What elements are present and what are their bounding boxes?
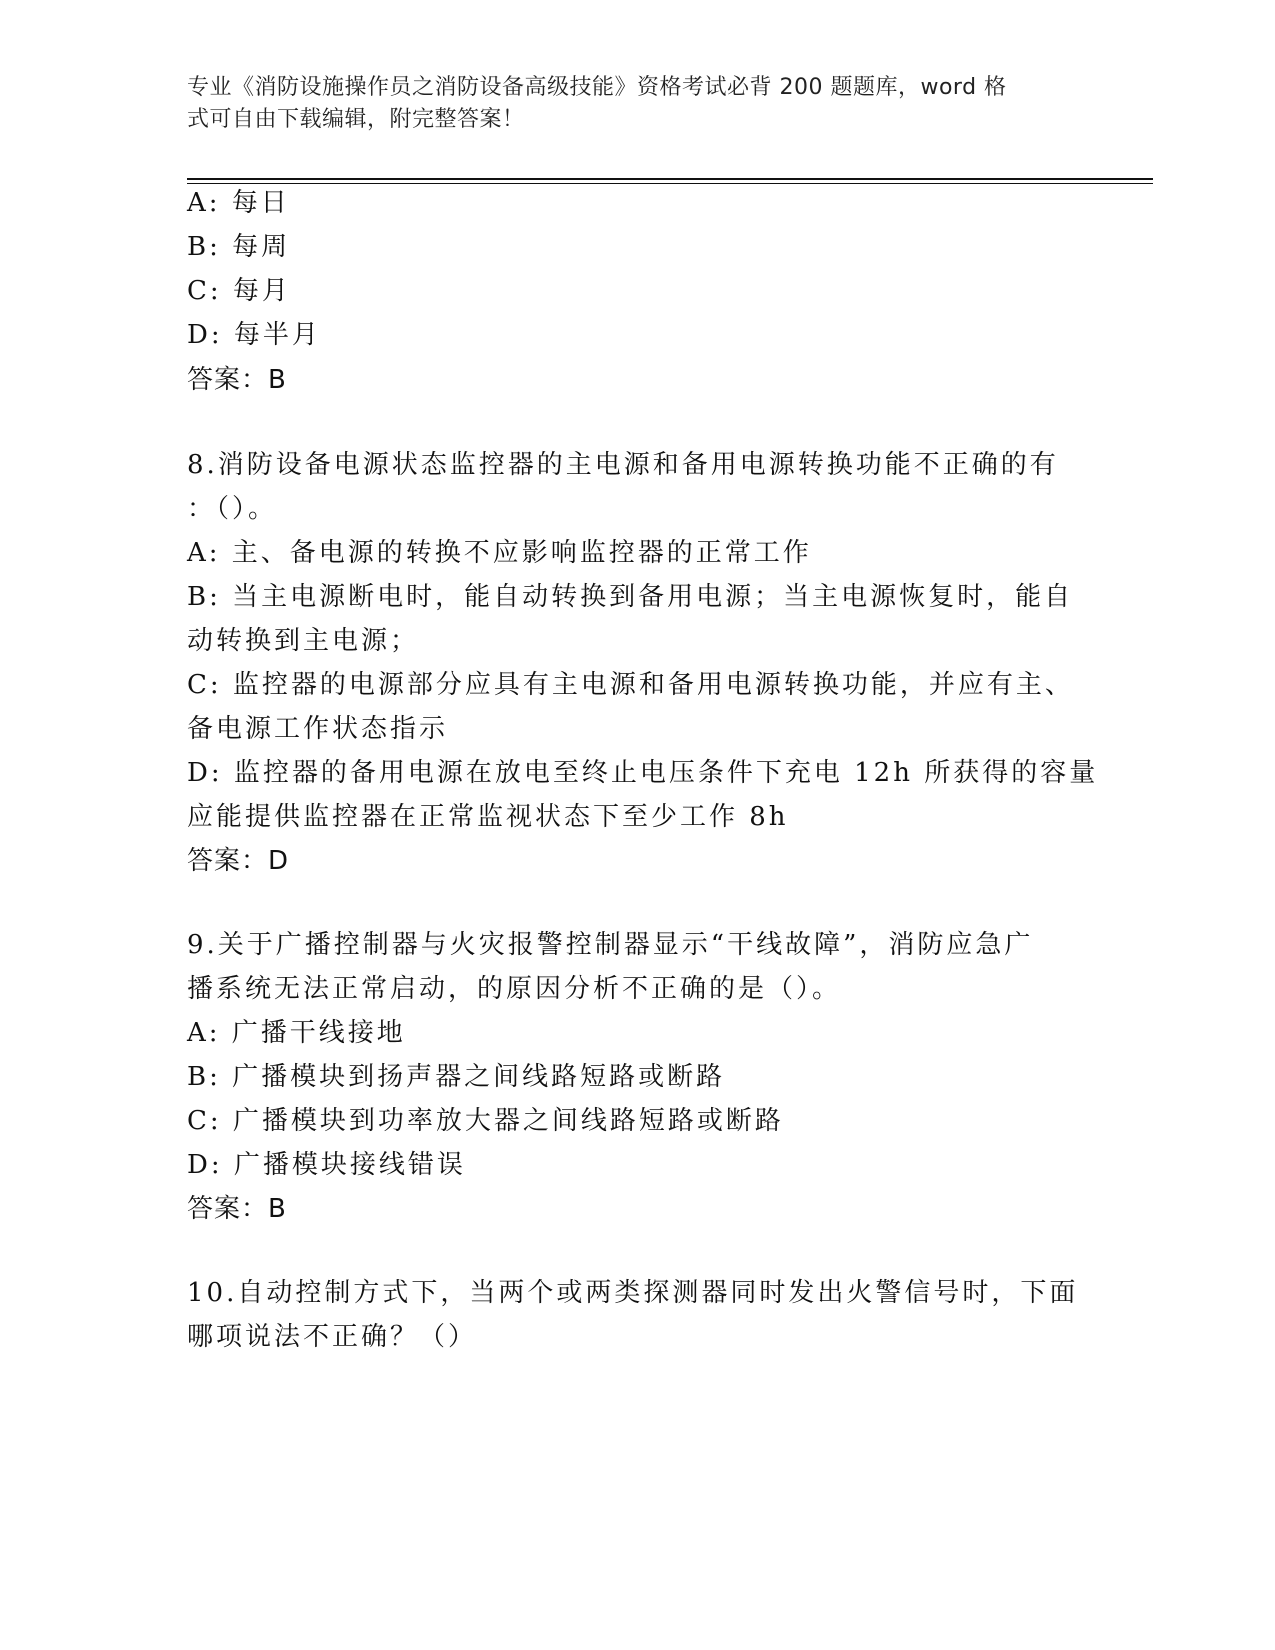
header-line-1: 专业《消防设施操作员之消防设备高级技能》资格考试必背 200 题题库，word 格 (187, 75, 1007, 100)
q9-stem-line-1: 9.关于广播控制器与火灾报警控制器显示“干线故障”，消防应急广 (187, 930, 1034, 960)
q8-option-d-cont: 应能提供监控器在正常监视状态下至少工作 8h (187, 802, 789, 832)
q10-stem-line-2: 哪项说法不正确？（） (187, 1322, 478, 1352)
q8-option-d: D: 监控器的备用电源在放电至终止电压条件下充电 12h 所获得的容量 (187, 758, 1099, 788)
header-rule (187, 178, 1153, 180)
q8-answer: 答案：D (187, 846, 290, 876)
q7-option-c: C: 每月 (187, 276, 291, 306)
document-header (187, 72, 1067, 136)
q10-stem-line-1: 10.自动控制方式下，当两个或两类探测器同时发出火警信号时，下面 (187, 1278, 1079, 1308)
q9-option-b: B: 广播模块到扬声器之间线路短路或断路 (187, 1062, 726, 1092)
q8-stem-line-1: 8.消防设备电源状态监控器的主电源和备用电源转换功能不正确的有 (187, 450, 1059, 480)
q7-option-d: D: 每半月 (187, 320, 321, 350)
header-rule-thin (187, 183, 1153, 184)
q8-option-b: B: 当主电源断电时，能自动转换到备用电源；当主电源恢复时，能自 (187, 582, 1074, 612)
q9-option-d: D: 广播模块接线错误 (187, 1150, 466, 1180)
q9-answer: 答案：B (187, 1194, 287, 1224)
q7-option-b: B: 每周 (187, 232, 291, 262)
q9-option-c: C: 广播模块到功率放大器之间线路短路或断路 (187, 1106, 784, 1136)
q9-stem-line-2: 播系统无法正常启动，的原因分析不正确的是（）。 (187, 974, 842, 1004)
q8-option-c: C: 监控器的电源部分应具有主电源和备用电源转换功能，并应有主、 (187, 670, 1074, 700)
q8-stem-line-2: ：（）。 (187, 494, 278, 524)
q9-option-a: A: 广播干线接地 (187, 1018, 406, 1048)
q8-option-a: A: 主、备电源的转换不应影响监控器的正常工作 (187, 538, 812, 568)
q8-option-c-cont: 备电源工作状态指示 (187, 714, 449, 744)
q7-answer: 答案：B (187, 365, 287, 395)
q8-option-b-cont: 动转换到主电源； (187, 626, 420, 656)
header-line-2: 式可自由下载编辑，附完整答案！ (187, 107, 525, 132)
q7-option-a: A: 每日 (187, 188, 290, 218)
